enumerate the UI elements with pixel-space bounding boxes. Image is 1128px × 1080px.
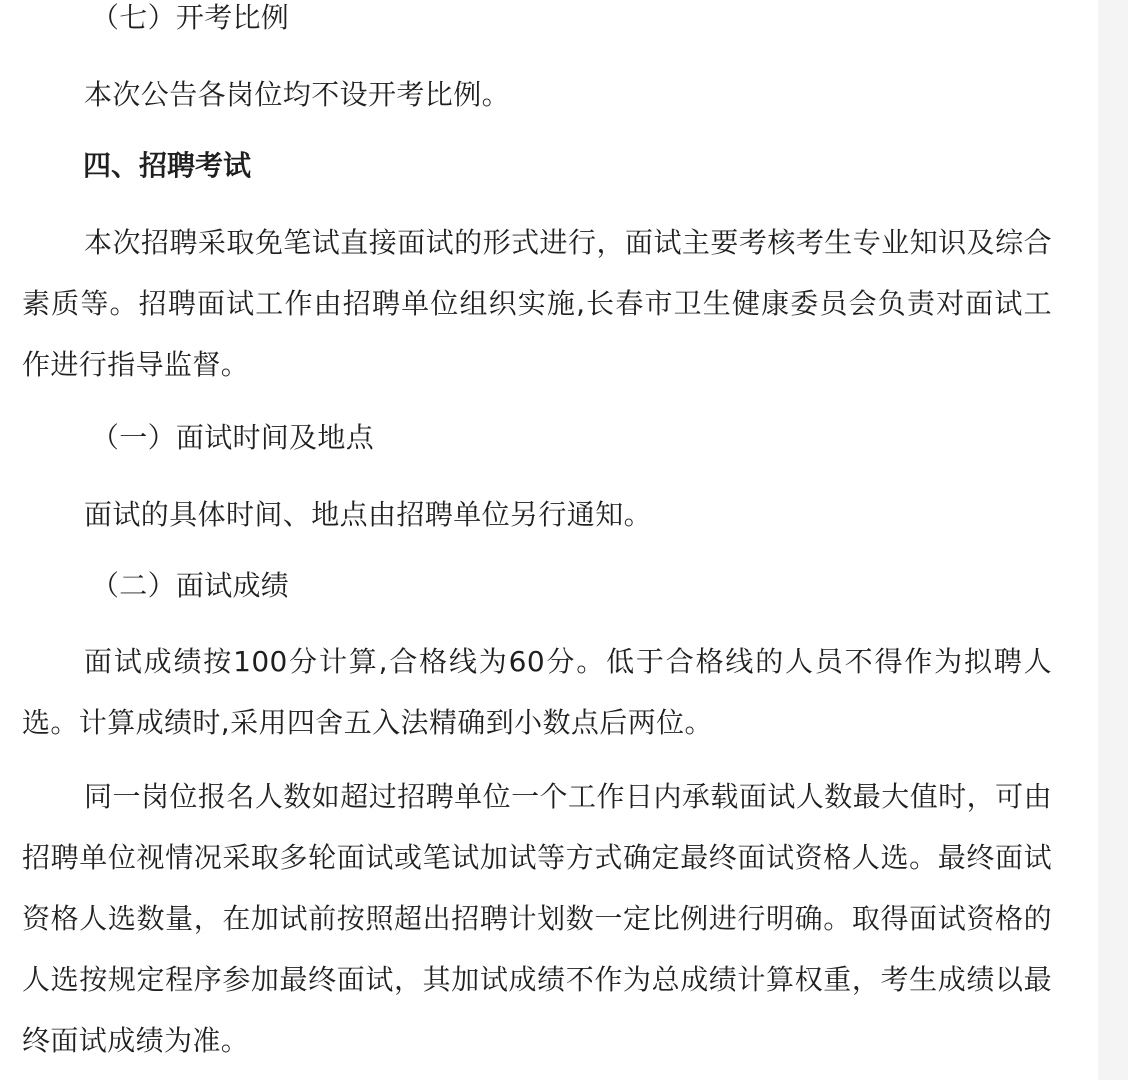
subsection-one-title: （一）面试时间及地点 xyxy=(91,421,375,454)
scroll-gutter[interactable] xyxy=(1098,0,1128,1080)
subsection-two-title: （二）面试成绩 xyxy=(91,569,290,602)
section-seven-paragraph: 本次公告各岗位均不设开考比例。 xyxy=(84,78,511,111)
subsection-two-paragraph-continued: 同一岗位报名人数如超过招聘单位一个工作日内承载面试人数最大值时，可由招聘单位视情况采取多轮面试或笔试加试等方式确定最终面试资格人选。最终面试资格人选数量，在加试前按照超出招聘计划数一定比例进行明确。取得面试资格的人选按规定程序参加最终面试，其加试成绩不作为总成绩计算权重，考生成绩以最终面试成绩为准。 xyxy=(22,780,1052,1057)
section-four-heading: 四、招聘考试 xyxy=(83,149,252,182)
subsection-one-paragraph: 面试的具体时间、地点由招聘单位另行通知。 xyxy=(84,498,653,531)
section-four-paragraph: 本次招聘采取免笔试直接面试的形式进行，面试主要考核考生专业知识及综合素质等。招聘面试工作由招聘单位组织实施,长春市卫生健康委员会负责对面试工作进行指导监督。 xyxy=(22,226,1052,381)
subsection-two-paragraph: 面试成绩按100分计算,合格线为60分。低于合格线的人员不得作为拟聘人选。计算成绩时,采用四舍五入法精确到小数点后两位。 xyxy=(22,645,1052,739)
section-seven-title: （七）开考比例 xyxy=(91,1,290,34)
